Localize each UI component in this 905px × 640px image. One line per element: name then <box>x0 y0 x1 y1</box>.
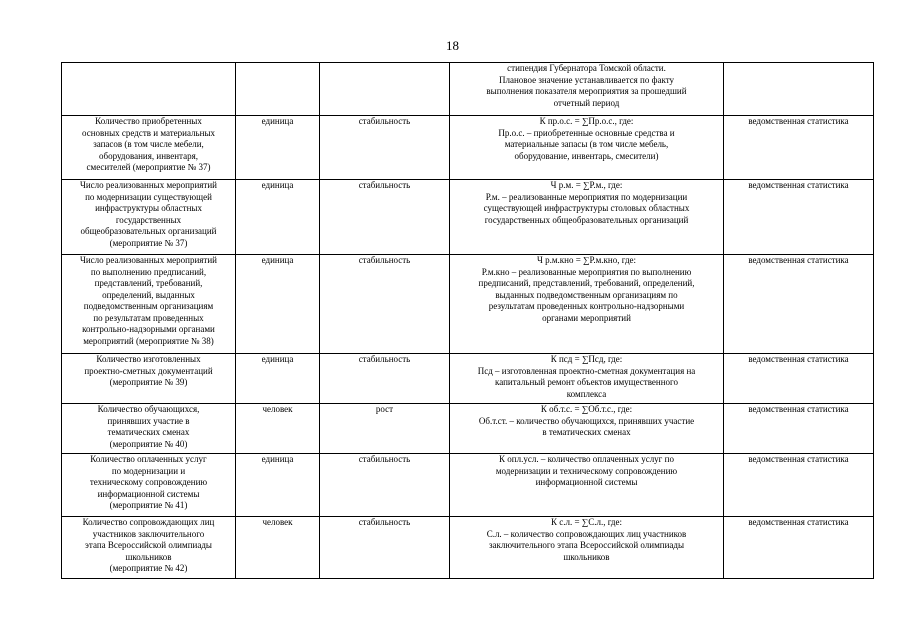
formula-cell <box>450 255 724 354</box>
trend-cell <box>320 454 450 517</box>
trend-cell <box>320 63 450 116</box>
source-cell <box>724 354 874 404</box>
table-row <box>62 116 874 180</box>
source-cell-text: ведомственная статистика <box>748 404 849 414</box>
source-cell <box>724 517 874 579</box>
indicator-cell <box>62 454 236 517</box>
indicator-cell <box>62 63 236 116</box>
formula-cell-text: стипендия Губернатора Томской области. Плановое значение устанавливается по факту выполнения показателя мероприятия за прошедший отчетный период <box>486 63 687 108</box>
trend-cell-text: стабильность <box>358 180 411 190</box>
formula-cell-text: Ч р.м.кно = ∑Р.м.кно, где: Р.м.кно – реализованные мероприятия по выполнению предписаний, представлений, требований, определений, выданных подведомственным организациям по результатам проведенных контрольно-надзорными органами мероприятий <box>478 255 695 323</box>
unit-cell <box>236 255 320 354</box>
unit-cell <box>236 63 320 116</box>
formula-cell <box>450 404 724 454</box>
indicator-cell-text: Количество изготовленных проектно-сметных документаций (мероприятие № 39) <box>84 354 213 387</box>
unit-cell <box>236 180 320 255</box>
formula-cell-text: К псд = ∑Псд, где: Псд – изготовленная проектно-сметная документация на капитальный ремонт объектов имущественного комплекса <box>477 354 696 399</box>
indicator-cell <box>62 517 236 579</box>
unit-cell-text: единица <box>261 454 294 464</box>
unit-cell-text: человек <box>262 517 293 527</box>
table-row <box>62 454 874 517</box>
table-row <box>62 517 874 579</box>
indicator-cell-text: Количество оплаченных услуг по модернизации и техническому сопровождению информационной системы (мероприятие № 41) <box>89 454 208 510</box>
page-number: 18 <box>446 38 459 53</box>
unit-cell <box>236 454 320 517</box>
trend-cell-text: стабильность <box>358 517 411 527</box>
formula-cell <box>450 180 724 255</box>
indicator-cell <box>62 354 236 404</box>
source-cell <box>724 404 874 454</box>
trend-cell <box>320 180 450 255</box>
table-row <box>62 63 874 116</box>
trend-cell <box>320 116 450 180</box>
formula-cell-text: К опл.усл. – количество оплаченных услуг по модернизации и техническому сопровождению информационной системы <box>495 454 678 487</box>
unit-cell-text: единица <box>261 354 294 364</box>
unit-cell <box>236 404 320 454</box>
trend-cell-text: стабильность <box>358 354 411 364</box>
indicator-cell <box>62 116 236 180</box>
source-cell <box>724 255 874 354</box>
trend-cell-text: стабильность <box>358 116 411 126</box>
formula-cell <box>450 517 724 579</box>
trend-cell <box>320 354 450 404</box>
formula-cell <box>450 116 724 180</box>
unit-cell-text: единица <box>261 116 294 126</box>
trend-cell-text: рост <box>375 404 394 414</box>
trend-cell <box>320 404 450 454</box>
indicator-cell <box>62 255 236 354</box>
formula-cell <box>450 454 724 517</box>
formula-cell <box>450 354 724 404</box>
indicator-cell <box>62 180 236 255</box>
table-row <box>62 404 874 454</box>
table-row <box>62 180 874 255</box>
trend-cell-text: стабильность <box>358 255 411 265</box>
source-cell <box>724 116 874 180</box>
trend-cell-text: стабильность <box>358 454 411 464</box>
unit-cell <box>236 116 320 180</box>
source-cell-text: ведомственная статистика <box>748 454 849 464</box>
indicator-cell <box>62 404 236 454</box>
source-cell <box>724 63 874 116</box>
formula-cell-text: К с.л. = ∑С.л., где: С.л. – количество сопровождающих лиц участников заключительного этапа Всероссийской олимпиады школьников <box>486 517 687 562</box>
trend-cell <box>320 255 450 354</box>
source-cell-text: ведомственная статистика <box>748 116 849 126</box>
formula-cell-text: Ч р.м. = ∑Р.м., где: Р.м. – реализованные мероприятия по модернизации существующей инфраструктуры столовых областных государственных общеобразовательных организаций <box>483 180 690 225</box>
indicators-table <box>61 62 874 579</box>
indicator-cell-text: Количество приобретенных основных средств и материальных запасов (в том числе мебели, оборудования, инвентаря, смесителей (мероприятие № 37) <box>81 116 215 172</box>
trend-cell <box>320 517 450 579</box>
source-cell-text: ведомственная статистика <box>748 354 849 364</box>
indicator-cell-text: Число реализованных мероприятий по модернизации существующей инфраструктуры областных государственных общеобразовательных организаций (мероприятие № 37) <box>80 180 217 248</box>
table-row <box>62 354 874 404</box>
formula-cell-text: К об.т.с. = ∑Об.т.с., где: Об.т.ст. – количество обучающихся, принявших участие в тематических сменах <box>478 404 695 437</box>
indicator-cell-text: Количество обучающихся, принявших участие в тематических сменах (мероприятие № 40) <box>97 404 200 449</box>
source-cell <box>724 454 874 517</box>
source-cell-text: ведомственная статистика <box>748 517 849 527</box>
unit-cell <box>236 354 320 404</box>
source-cell-text: ведомственная статистика <box>748 180 849 190</box>
unit-cell-text: человек <box>262 404 293 414</box>
formula-cell <box>450 63 724 116</box>
formula-cell-text: К пр.о.с. = ∑Пр.о.с., где: Пр.о.с. – приобретенные основные средства и материальные запасы (в том числе мебель, оборудование, инвентарь, смесители) <box>498 116 675 161</box>
table-body <box>62 63 874 579</box>
source-cell <box>724 180 874 255</box>
indicator-cell-text: Число реализованных мероприятий по выполнению предписаний, представлений, требований, определений, выданных подведомственным организациям по результатам проведенных контрольно-надзорными органами мероприятий (мероприятие № 38) <box>80 255 217 346</box>
table-row <box>62 255 874 354</box>
unit-cell-text: единица <box>261 255 294 265</box>
unit-cell-text: единица <box>261 180 294 190</box>
indicator-cell-text: Количество сопровождающих лиц участников заключительного этапа Всероссийской олимпиады школьников (мероприятие № 42) <box>82 517 215 573</box>
source-cell-text: ведомственная статистика <box>748 255 849 265</box>
unit-cell <box>236 517 320 579</box>
